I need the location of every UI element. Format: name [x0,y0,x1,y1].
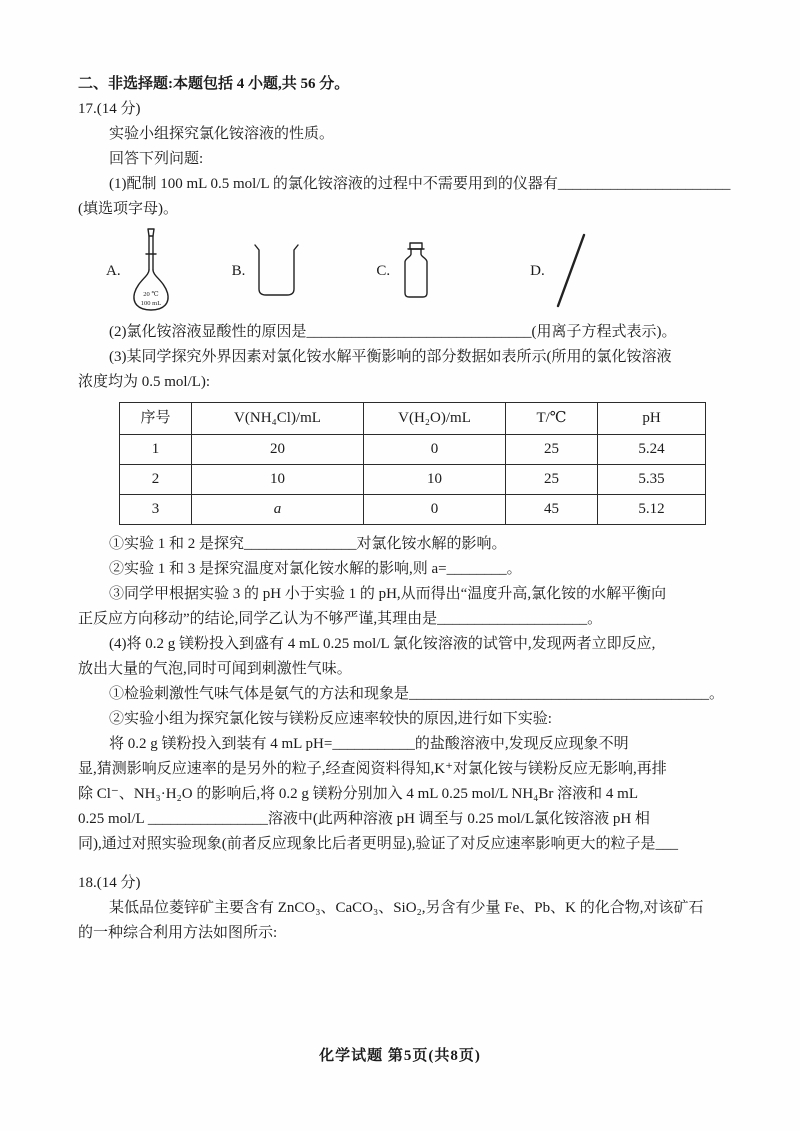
table-cell: 25 [506,435,598,465]
q17-prompt: 回答下列问题: [109,151,204,167]
table-header-cell: V(H₂O)/mL [364,403,506,435]
q17-part4-sub2: ②实验小组为探究氯化铵与镁粉反应速率较快的原因,进行如下实验: [109,711,552,727]
page-footer: 化学试题 第5页(共8页) [319,1048,481,1064]
reagent-bottle-icon [396,241,436,301]
volumetric-flask-icon [127,227,175,315]
q17-part4-para-line1: 将 0.2 g 镁粉投入到装有 4 mL pH=___________的盐酸溶液中,发现反应现象不明 [109,736,629,752]
q17-sub2: ②实验 1 和 3 是探究温度对氯化铵水解的影响,则 a=________。 [109,561,522,577]
table-cell: 3 [120,495,192,525]
glass-rod-icon [551,232,591,310]
spacer [78,857,726,871]
q17-part4-line2: 放出大量的气泡,同时可闻到刺激性气味。 [78,661,352,677]
q17-part4-para-line3: 除 Cl⁻、NH₃·H₂O 的影响后,将 0.2 g 镁粉分别加入 4 mL 0.25 mol/L NH₄Br 溶液和 4 mL [78,786,638,802]
table-header-row [120,403,706,435]
q17-sub3-line1: ③同学甲根据实验 3 的 pH 小于实验 1 的 pH,从而得出“温度升高,氯化铵的水解平衡向 [109,586,667,602]
q17-part4-line1: (4)将 0.2 g 镁粉投入到盛有 4 mL 0.25 mol/L 氯化铵溶液的试管中,发现两者立即反应, [109,636,656,652]
flask-mark-line1: 20 ℃ [142,291,159,298]
apparatus-label-c: C. [376,262,391,279]
q18-line2: 的一种综合利用方法如图所示: [78,925,278,941]
q18-number: 18.(14 分) [78,875,141,891]
table-cell: 5.35 [598,465,706,495]
table-cell: 0 [364,435,506,465]
apparatus-label-b: B. [231,262,246,279]
table-cell: 10 [192,465,364,495]
section-header: 二、非选择题:本题包括 4 小题,共 56 分。 [78,76,350,92]
table-header-cell: 序号 [120,403,192,435]
q17-number: 17.(14 分) [78,101,141,117]
q17-part1-line1: (1)配制 100 mL 0.5 mol/L 的氯化铵溶液的过程中不需要用到的仪器有_______________________ [109,176,731,192]
apparatus-label-a: A. [106,262,121,279]
flask-mark-line2: 100 mL [140,300,161,307]
table-row [120,495,706,525]
table-cell: 5.12 [598,495,706,525]
table-cell: a [192,495,364,525]
table-header-cell: pH [598,403,706,435]
apparatus-figure [78,224,726,318]
page-content [78,72,731,946]
table-cell: 25 [506,465,598,495]
apparatus-item-b [232,242,302,300]
table-cell: 0 [364,495,506,525]
apparatus-label-d: D. [530,262,545,279]
apparatus-item-c [376,241,436,301]
q18-line1: 某低品位菱锌矿主要含有 ZnCO₃、CaCO₃、SiO₂,另含有少量 Fe、Pb、K 的化合物,对该矿石 [109,900,704,916]
table-cell: 1 [120,435,192,465]
table-cell: 10 [364,465,506,495]
q17-part4-sub1: ①检验刺激性气味气体是氨气的方法和现象是________________________________________。 [109,686,725,702]
q17-intro: 实验小组探究氯化铵溶液的性质。 [109,126,335,142]
q17-sub3-line2: 正反应方向移动”的结论,同学乙认为不够严谨,其理由是____________________。 [78,611,603,627]
table-cell: 20 [192,435,364,465]
table-header-cell: T/℃ [506,403,598,435]
q17-part4-para-line4: 0.25 mol/L ________________溶液中(此两种溶液 pH 调至与 0.25 mol/L氯化铵溶液 pH 相 [78,811,650,827]
table-header-cell: V(NH₄Cl)/mL [192,403,364,435]
q17-sub1: ①实验 1 和 2 是探究_______________对氯化铵水解的影响。 [109,536,507,552]
table-cell: 2 [120,465,192,495]
apparatus-item-d [530,232,591,310]
table-row [120,465,706,495]
q17-part1-line2: (填选项字母)。 [78,201,178,217]
table-row [120,435,706,465]
table-cell: 5.24 [598,435,706,465]
q17-part3-line1: (3)某同学探究外界因素对氯化铵水解平衡影响的部分数据如表所示(所用的氯化铵溶液 [109,349,672,365]
q17-part4-para-line2: 显,猜测影响反应速率的是另外的粒子,经查阅资料得知,K⁺对氯化铵与镁粉反应无影响,再排 [78,761,667,777]
table-cell: 45 [506,495,598,525]
q17-part3-line2: 浓度均为 0.5 mol/L): [78,374,211,390]
apparatus-item-a [106,227,175,315]
q17-part4-para-line5: 同),通过对照实验现象(前者反应现象比后者更明显),验证了对反应速率影响更大的粒子是___ [78,836,678,852]
experiment-data-table [119,402,706,525]
q17-part2: (2)氯化铵溶液显酸性的原因是______________________________(用离子方程式表示)。 [109,324,677,340]
beaker-icon [251,242,301,300]
